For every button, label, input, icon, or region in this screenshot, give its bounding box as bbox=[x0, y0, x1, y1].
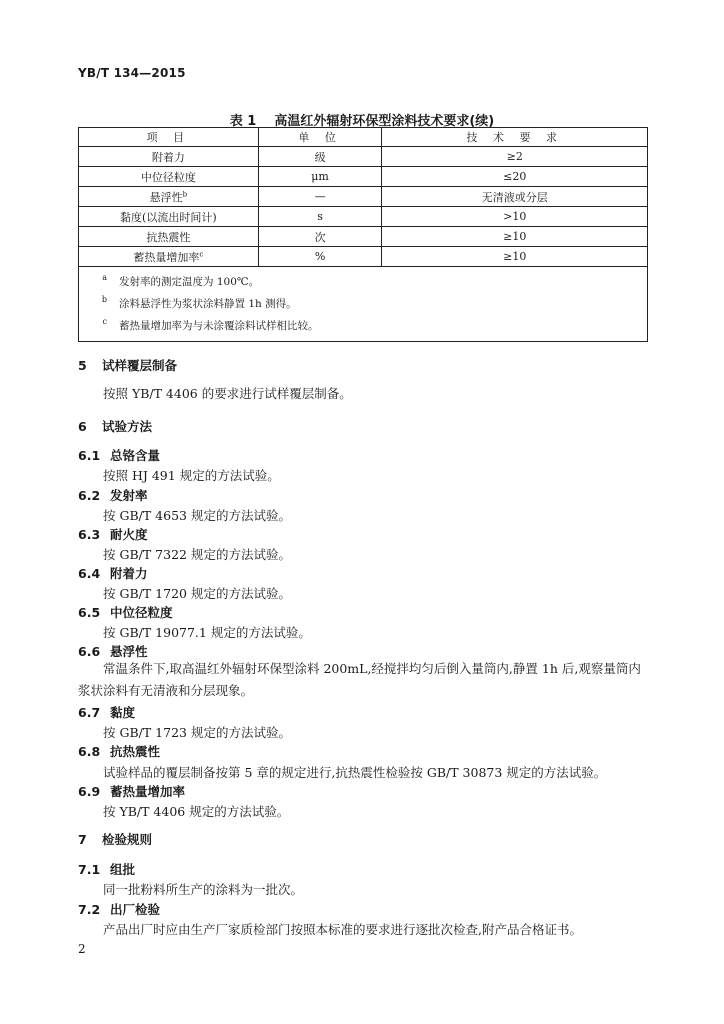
item-cell: 抗热震性 bbox=[79, 227, 259, 247]
subsection-7-1-body: 同一批粉料所生产的涂料为一批次。 bbox=[103, 882, 304, 897]
subsection-heading-6-3: 6.3 耐火度 bbox=[78, 527, 148, 542]
requirement-cell: ≥2 bbox=[382, 147, 648, 167]
subsection-heading-6-8: 6.8 抗热震性 bbox=[78, 744, 161, 759]
column-header-unit: 单 位 bbox=[258, 128, 382, 147]
unit-cell: 级 bbox=[258, 147, 382, 167]
item-cell: 附着力 bbox=[79, 147, 259, 167]
section-heading-7: 7 检验规则 bbox=[78, 832, 153, 847]
unit-cell: % bbox=[258, 247, 382, 267]
subsection-7-2-body: 产品出厂时应由生产厂家质检部门按照本标准的要求进行逐批次检查,附产品合格证书。 bbox=[103, 922, 582, 937]
subsection-6-6-body: 常温条件下,取高温红外辐射环保型涂料 200mL,经搅拌均匀后倒入量筒内,静置 1h 后,观察量筒内浆状涂料有无清液和分层现象。 bbox=[78, 661, 641, 698]
unit-cell: s bbox=[258, 207, 382, 227]
subsection-heading-6-4: 6.4 附着力 bbox=[78, 566, 148, 581]
note-text: 涂料悬浮性为浆状涂料静置 1h 测得。 bbox=[119, 298, 297, 310]
subsection-heading-6-2: 6.2 发射率 bbox=[78, 488, 148, 503]
unit-cell: — bbox=[258, 187, 382, 207]
item-cell: 蓄热量增加率$^c$ bbox=[79, 247, 259, 267]
column-header-item: 项 目 bbox=[79, 128, 259, 147]
table-row bbox=[79, 247, 648, 267]
subsection-heading-7-2: 7.2 出厂检验 bbox=[78, 902, 161, 917]
subsection-heading-6-6: 6.6 悬浮性 bbox=[78, 644, 148, 659]
subsection-6-5-body: 按 GB/T 19077.1 规定的方法试验。 bbox=[103, 625, 311, 640]
note-text: 蓄热量增加率为与未涂覆涂料试样相比较。 bbox=[119, 320, 319, 332]
note-mark: a bbox=[102, 273, 107, 282]
table-row bbox=[79, 167, 648, 187]
table-caption-number: 表 1 bbox=[229, 114, 257, 129]
requirement-cell: ≥10 bbox=[382, 247, 648, 267]
item-cell: 黏度(以流出时间计) bbox=[79, 207, 259, 227]
table-note bbox=[79, 271, 647, 293]
page-number: 2 bbox=[78, 942, 86, 956]
table-row bbox=[79, 227, 648, 247]
subsection-6-1-body: 按照 HJ 491 规定的方法试验。 bbox=[103, 468, 280, 483]
table-notes bbox=[79, 267, 648, 342]
note-mark: c bbox=[102, 317, 107, 326]
technical-requirements-table bbox=[78, 127, 648, 342]
table-row bbox=[79, 207, 648, 227]
table-note bbox=[79, 293, 647, 315]
subsection-heading-7-1: 7.1 组批 bbox=[78, 862, 136, 877]
subsection-6-8-body: 试验样品的覆层制备按第 5 章的规定进行,抗热震性检验按 GB/T 30873 规定的方法试验。 bbox=[103, 765, 607, 780]
table-row bbox=[79, 147, 648, 167]
subsection-heading-6-7: 6.7 黏度 bbox=[78, 705, 136, 720]
table-note bbox=[79, 315, 647, 337]
note-text: 发射率的测定温度为 100℃。 bbox=[119, 276, 260, 288]
subsection-6-4-body: 按 GB/T 1720 规定的方法试验。 bbox=[103, 586, 291, 601]
table-caption-title: 高温红外辐射环保型涂料技术要求(续) bbox=[274, 114, 495, 129]
column-header-requirement: 技 术 要 求 bbox=[382, 128, 648, 147]
section-heading-5: 5 试样覆层制备 bbox=[78, 358, 178, 373]
subsection-heading-6-9: 6.9 蓄热量增加率 bbox=[78, 784, 186, 799]
section-heading-6: 6 试验方法 bbox=[78, 419, 153, 434]
subsection-6-2-body: 按 GB/T 4653 规定的方法试验。 bbox=[103, 508, 291, 523]
unit-cell: 次 bbox=[258, 227, 382, 247]
table-row bbox=[79, 187, 648, 207]
unit-cell: μm bbox=[258, 167, 382, 187]
requirement-cell: 无清液或分层 bbox=[382, 187, 648, 207]
subsection-heading-6-1: 6.1 总铬含量 bbox=[78, 448, 161, 463]
note-mark: b bbox=[101, 295, 107, 304]
subsection-heading-6-5: 6.5 中位径粒度 bbox=[78, 605, 173, 620]
requirement-cell: ≤20 bbox=[382, 167, 648, 187]
subsection-6-9-body: 按 YB/T 4406 规定的方法试验。 bbox=[103, 804, 290, 819]
requirement-cell: >10 bbox=[382, 207, 648, 227]
subsection-6-3-body: 按 GB/T 7322 规定的方法试验。 bbox=[103, 547, 291, 562]
table-header-row bbox=[79, 128, 648, 147]
subsection-6-7-body: 按 GB/T 1723 规定的方法试验。 bbox=[103, 725, 291, 740]
standard-code: YB/T 134—2015 bbox=[78, 66, 186, 80]
table-notes-row bbox=[79, 267, 648, 342]
item-cell: 中位径粒度 bbox=[79, 167, 259, 187]
requirement-cell: ≥10 bbox=[382, 227, 648, 247]
item-cell: 悬浮性$^b$ bbox=[79, 187, 259, 207]
section-5-body: 按照 YB/T 4406 的要求进行试样覆层制备。 bbox=[103, 386, 352, 401]
